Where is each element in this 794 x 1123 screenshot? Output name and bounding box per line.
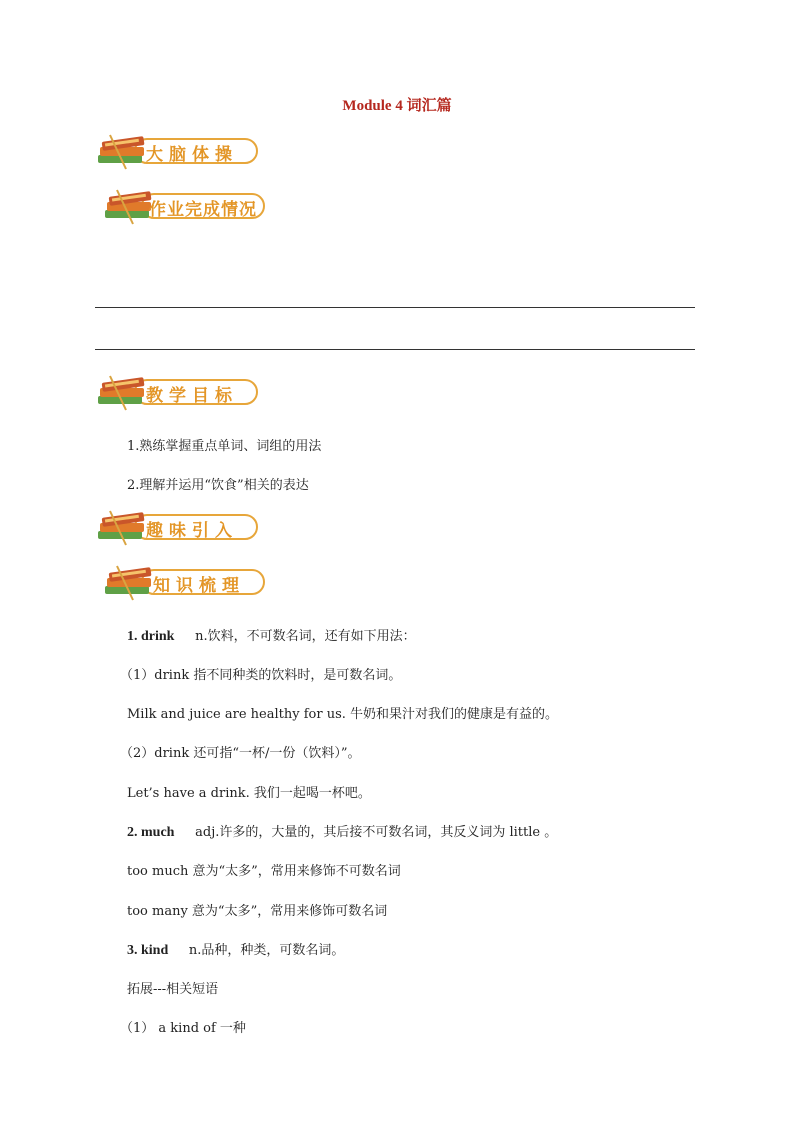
vocab-definition: adj.许多的，大量的，其后接不可数名词，其反义词为 little 。 xyxy=(195,825,558,840)
text-line: too much 意为“太多”，常用来修饰不可数名词 xyxy=(127,864,401,879)
divider-line xyxy=(95,349,695,350)
goal-item: 1.熟练掌握重点单词、词组的用法 xyxy=(127,439,322,454)
example-sentence: Let’s have a drink. 我们一起喝一杯吧。 xyxy=(127,786,371,801)
vocab-definition: n.饮料，不可数名词，还有如下用法： xyxy=(195,629,416,644)
vocab-word: 2. much xyxy=(127,825,175,840)
vocab-entry-kind xyxy=(127,939,344,959)
text-line: （1） a kind of 一种 xyxy=(120,1021,246,1036)
banner-brain-exercise xyxy=(96,133,261,173)
banner-fun-intro xyxy=(96,509,261,549)
banner-label: 大脑体操 xyxy=(146,145,238,165)
text-line: too many 意为“太多”，常用来修饰可数名词 xyxy=(127,904,388,919)
banner-teaching-goals xyxy=(96,374,261,414)
goal-item: 2.理解并运用“饮食”相关的表达 xyxy=(127,478,309,493)
text-line: （2）drink 还可指“一杯/一份（饮料）”。 xyxy=(120,746,361,761)
example-sentence: Milk and juice are healthy for us. 牛奶和果汁对我们的健康是有益的。 xyxy=(127,707,559,722)
text-line: 拓展---相关短语 xyxy=(127,982,219,997)
vocab-entry-much xyxy=(127,821,557,841)
vocab-word: 1. drink xyxy=(127,629,175,644)
banner-homework-status xyxy=(103,188,268,228)
vocab-word: 3. kind xyxy=(127,943,169,958)
page-title: Module 4 词汇篇 xyxy=(342,98,452,114)
banner-label: 知识梳理 xyxy=(153,576,245,596)
vocab-definition: n.品种，种类，可数名词。 xyxy=(188,943,345,958)
banner-label: 作业完成情况 xyxy=(149,200,257,220)
banner-knowledge-review xyxy=(103,564,268,604)
divider-line xyxy=(95,307,695,308)
banner-label: 教学目标 xyxy=(146,386,238,406)
vocab-entry-drink xyxy=(127,625,416,645)
banner-label: 趣味引入 xyxy=(146,521,238,541)
text-line: （1）drink 指不同种类的饮料时，是可数名词。 xyxy=(120,668,402,683)
